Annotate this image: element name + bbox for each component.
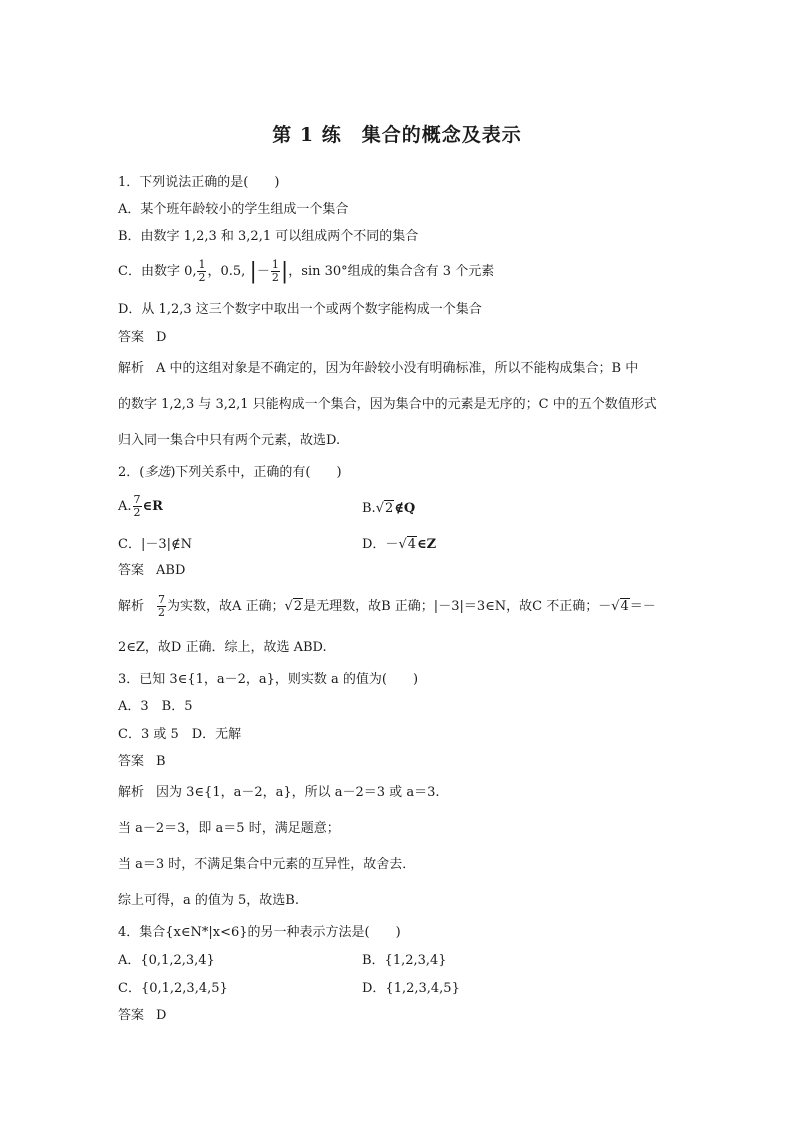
q1-c-half-den: 2 [198, 271, 206, 284]
q3-options-ab: A．3 B．5 [118, 699, 193, 714]
q2-an-radicand-2: 4 [620, 599, 629, 614]
sqrt-symbol: √4 [398, 537, 417, 552]
q2-an-text-3: ＝－ [629, 599, 656, 614]
q2-b-prefix: B. [362, 501, 376, 516]
q3-stem: 3．已知 3∈{1，a－2，a}，则实数 a 的值为( ) [118, 672, 419, 687]
q3-an-text-1: 因为 3∈{1，a－2，a}，所以 a－2＝3 或 a＝3. [156, 785, 440, 800]
q2-option-a [118, 494, 163, 519]
q3-analysis-line-1 [118, 784, 439, 802]
sqrt-symbol: √4 [611, 599, 629, 614]
q4-stem: 4．集合{x∈N*|x<6}的另一种表示方法是( ) [118, 925, 401, 940]
page-title: 第 1 练 集合的概念及表示 [272, 124, 522, 146]
q2-a-prefix: A. [118, 499, 132, 514]
q1-c-neg-num: 1 [271, 258, 279, 271]
q2-d-prefix: D．－ [362, 537, 399, 552]
q2-an-text-1: 为实数，故A 正确； [167, 599, 285, 614]
q1-answer [118, 329, 166, 347]
q2-an-text-2: 是无理数，故B 正确；|－3|＝3∈N，故C 不正确；－ [303, 599, 612, 614]
q2-answer-value: ABD [156, 563, 186, 578]
q2-d-suffix: ∈Z [417, 537, 437, 552]
sqrt-symbol: √2 [284, 599, 303, 614]
abs-bar-left: | [249, 258, 257, 284]
analysis-label: 解析 [118, 599, 145, 614]
q2-b-radicand: 2 [384, 501, 394, 516]
q2-stem-num: 2．( [118, 465, 145, 480]
q1-option-d: D．从 1,2,3 这三个数字中取出一个或两个数字能构成一个集合 [118, 302, 482, 317]
q1-option-c: C．由数字 0, $\frac{1}{2}$ ，0.5, |－ $\frac{1}{2}$ |，sin 30°组成的集合含有 3 个元素 [118, 258, 495, 284]
q3-analysis-line-2: 当 a－2＝3，即 a＝5 时，满足题意； [118, 821, 340, 836]
q2-analysis-line-1 [118, 594, 656, 619]
q2-an-den: 2 [158, 606, 166, 619]
q1-option-a: A．某个班年龄较小的学生组成一个集合 [118, 202, 349, 217]
q1-c-mid: ，0.5, [207, 264, 246, 279]
q2-stem [118, 464, 342, 482]
q1-stem: 1．下列说法正确的是( ) [118, 175, 280, 190]
q4-option-a: A．{0,1,2,3,4} [118, 953, 215, 968]
answer-label: 答案 [118, 330, 145, 345]
q1-c-suffix: ，sin 30°组成的集合含有 3 个元素 [288, 264, 495, 279]
q2-option-c: C．|－3|∉N [118, 537, 192, 552]
q4-option-b: B．{1,2,3,4} [362, 953, 447, 968]
analysis-label: 解析 [118, 361, 145, 376]
q4-option-d: D．{1,2,3,4,5} [362, 981, 460, 996]
q1-analysis-line-2: 的数字 1,2,3 与 3,2,1 只能构成一个集合，因为集合中的元素是无序的；C 中的五个数值形式 [118, 397, 657, 412]
q1-c-prefix: C．由数字 0, [118, 264, 197, 279]
q1-c-half-fraction [197, 259, 206, 284]
q2-an-fraction [157, 594, 166, 619]
answer-label: 答案 [118, 1008, 145, 1023]
q2-b-suffix: ∉Q [394, 501, 416, 516]
q2-stem-rest: )下列关系中，正确的有( ) [170, 465, 342, 480]
q1-analysis-text-1: A 中的这组对象是不确定的，因为年龄较小没有明确标准，所以不能构成集合；B 中 [156, 361, 639, 376]
q3-answer-value: B [156, 754, 166, 769]
q2-stem-tag: 多选 [144, 465, 171, 480]
answer-label: 答案 [118, 563, 145, 578]
q2-a-den: 2 [133, 506, 141, 519]
q3-analysis-line-3: 当 a＝3 时，不满足集合中元素的互异性，故舍去． [118, 857, 416, 872]
q2-an-num: 7 [158, 593, 166, 606]
answer-label: 答案 [118, 754, 145, 769]
q1-c-neg-den: 2 [271, 271, 279, 284]
q4-answer [118, 1007, 166, 1025]
q2-option-d [362, 536, 436, 554]
q1-analysis-line-1 [118, 360, 638, 378]
q2-a-suffix: ∈R [142, 499, 163, 514]
q2-analysis-line-2: 2∈Z，故D 正确．综上，故选 ABD. [118, 640, 327, 655]
q2-d-radicand: 4 [407, 537, 417, 552]
q2-a-fraction [133, 494, 142, 519]
analysis-label: 解析 [118, 785, 145, 800]
q2-option-b [362, 500, 415, 518]
q3-analysis-line-4: 综上可得，a 的值为 5，故选B. [118, 893, 299, 908]
sqrt-symbol: √2 [375, 501, 394, 516]
q2-an-radicand-1: 2 [293, 599, 303, 614]
q2-a-num: 7 [133, 493, 141, 506]
q1-c-neg-fraction [271, 259, 280, 284]
abs-bar-right: | [280, 258, 289, 284]
q4-option-c: C．{0,1,2,3,4,5} [118, 981, 228, 996]
q2-answer [118, 562, 185, 580]
q1-answer-value: D [156, 330, 167, 345]
q1-analysis-line-3: 归入同一集合中只有两个元素，故选D. [118, 433, 341, 448]
q3-answer [118, 753, 166, 771]
q4-answer-value: D [156, 1008, 167, 1023]
q1-c-half-num: 1 [198, 258, 206, 271]
q3-options-cd: C．3 或 5 D．无解 [118, 727, 242, 742]
q1-option-b: B．由数字 1,2,3 和 3,2,1 可以组成两个不同的集合 [118, 229, 419, 244]
